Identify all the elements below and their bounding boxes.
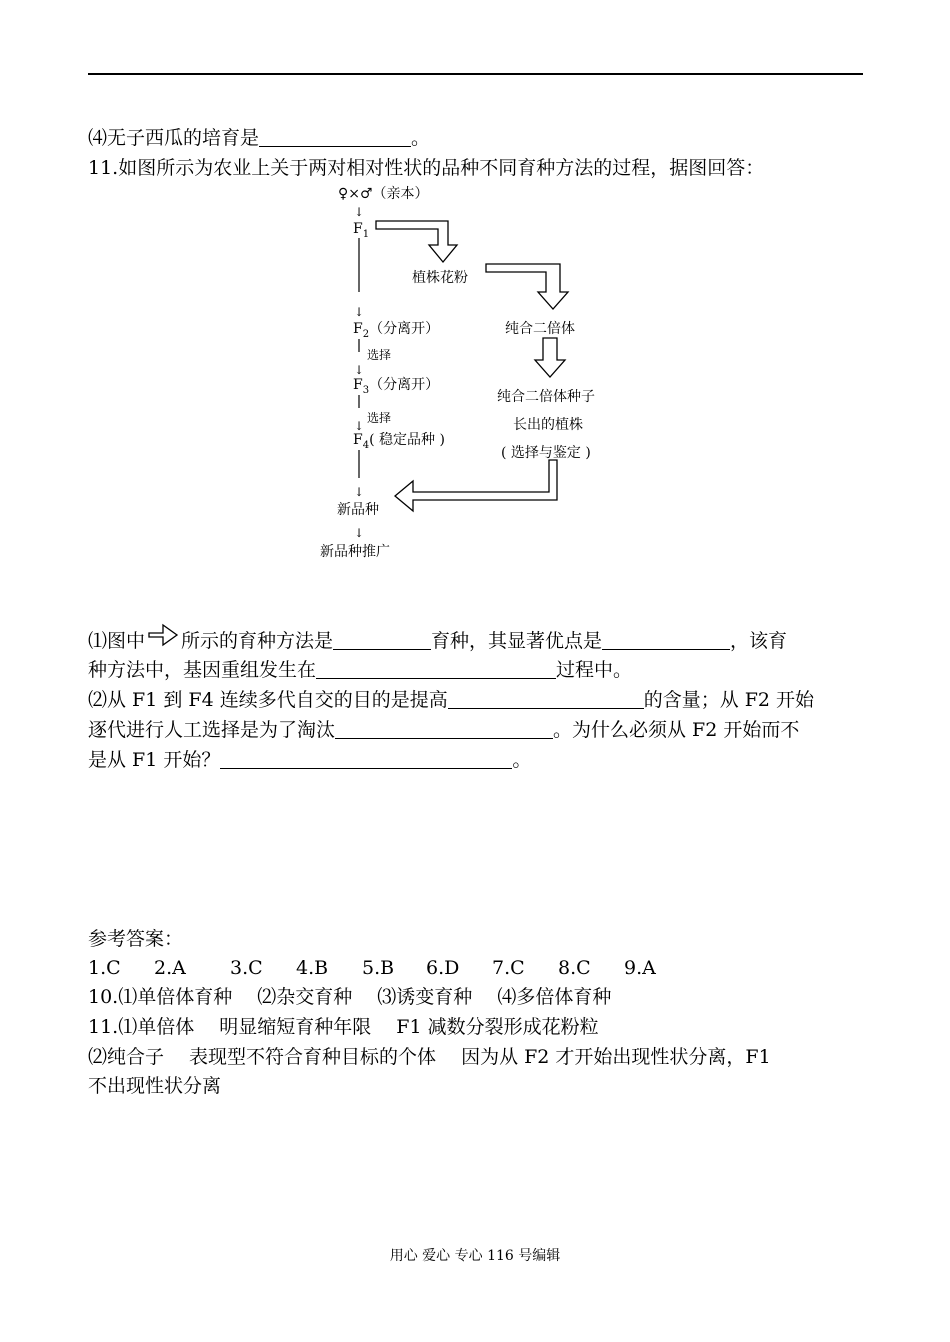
answer-blank[interactable] [220, 750, 512, 769]
q10-item4-text: ⑷无子西瓜的培育是 [88, 127, 260, 149]
answers-q11-1: 11.⑴单倍体 明显缩短育种年限 F1 减数分裂形成花粉粒 [88, 1016, 599, 1038]
hollow-arrow-2 [486, 264, 568, 309]
hollow-arrow-1 [376, 221, 457, 262]
answer-blank[interactable] [333, 631, 431, 650]
q11-2-line1: ⑵从 F1 到 F4 连续多代自交的目的是提高 的含量；从 F2 开始 [88, 689, 815, 711]
hollow-arrow-4 [395, 460, 557, 511]
answers-q11-2-line2: 不出现性状分离 [88, 1075, 222, 1097]
page-footer: 用心 爱心 专心 116 号编辑 [389, 1248, 561, 1264]
q11-2-line2: 逐代进行人工选择是为了淘汰 。为什么必须从 F2 开始而不 [88, 719, 800, 741]
down-arrow: ↓ [354, 526, 365, 540]
answer-blank[interactable] [602, 631, 730, 650]
q11-1-line2: 种方法中，基因重组发生在 过程中。 [88, 659, 633, 681]
q10-item4: ⑷无子西瓜的培育是 。 [88, 127, 431, 149]
promotion-label: 新品种推广 [320, 544, 390, 560]
select-label-2: 选择 [367, 411, 392, 425]
q11-2-line3: 是从 F1 开始？ 。 [88, 749, 532, 771]
parents-label: ♀×♂（亲本） [338, 186, 429, 202]
answers-heading: 参考答案： [88, 928, 184, 950]
select-label-1: 选择 [367, 348, 392, 362]
answer-blank[interactable] [335, 720, 553, 739]
answers-q10: 10.⑴单倍体育种 ⑵杂交育种 ⑶诱变育种 ⑷多倍体育种 [88, 986, 612, 1008]
q11-intro: 11.如图所示为农业上关于两对相对性状的品种不同育种方法的过程，据图回答： [88, 157, 765, 179]
down-arrow: ↓ [354, 205, 365, 219]
seed-plants-line3: ( 选择与鉴定 ) [501, 445, 591, 461]
answers-q11-2-line1: ⑵纯合子 表现型不符合育种目标的个体 因为从 F2 才开始出现性状分离，F1 [88, 1046, 771, 1068]
hollow-arrow-3 [535, 338, 565, 377]
down-arrow: ↓ [354, 419, 365, 433]
f1-label: $F_1$ [353, 221, 370, 240]
answer-blank[interactable] [316, 660, 556, 679]
answers-mc: 1.C 2.A 3.C 4.B 5.B 6.D 7.C 8.C 9.A [88, 957, 656, 979]
f3-label: $F_3$（分离开） [353, 377, 440, 396]
down-arrow: ↓ [354, 485, 365, 499]
q11-1-line1: ⑴图中 所示的育种方法是 育种，其显著优点是 ，该育 [88, 630, 788, 652]
f4-label: $F_4$( 稳定品种 ) [353, 432, 445, 451]
pollen-label: 植株花粉 [412, 270, 468, 286]
homozygous-diploid-label: 纯合二倍体 [505, 321, 575, 337]
seed-plants-line2: 长出的植株 [513, 417, 583, 433]
down-arrow: ↓ [354, 363, 365, 377]
answer-blank[interactable] [448, 690, 644, 709]
down-arrow: ↓ [354, 305, 365, 319]
f2-label: $F_2$（分离开） [353, 321, 440, 340]
new-variety-label: 新品种 [337, 502, 379, 518]
seed-plants-line1: 纯合二倍体种子 [497, 389, 595, 405]
